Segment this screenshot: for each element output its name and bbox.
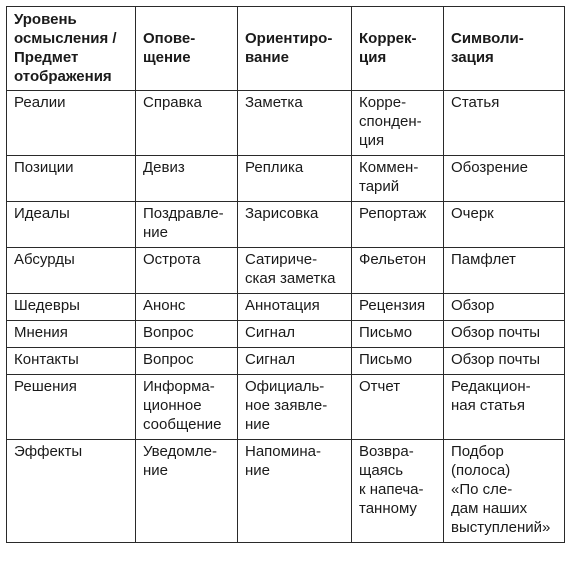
- table-cell: Обзор почты: [444, 348, 565, 375]
- table-cell: Обзор: [444, 294, 565, 321]
- table-cell: Письмо: [352, 321, 444, 348]
- row-label-cell: Контакты: [7, 348, 136, 375]
- table-cell: Обозрение: [444, 156, 565, 202]
- table-row: [7, 91, 565, 156]
- table-cell: Уведомле- ние: [136, 440, 238, 543]
- row-label-cell: Позиции: [7, 156, 136, 202]
- table-cell: Письмо: [352, 348, 444, 375]
- table-cell: Подбор (полоса) «По сле- дам наших выступлений»: [444, 440, 565, 543]
- table-cell: Анонс: [136, 294, 238, 321]
- table-cell: Сигнал: [238, 348, 352, 375]
- table-cell: Поздравле- ние: [136, 202, 238, 248]
- table-cell: Реплика: [238, 156, 352, 202]
- table-cell: Информа- ционное сообщение: [136, 375, 238, 440]
- table-cell: Вопрос: [136, 348, 238, 375]
- header-cell-level: Уровень осмысления / Предмет отображения: [7, 7, 136, 91]
- table-row: [7, 156, 565, 202]
- table-cell: Заметка: [238, 91, 352, 156]
- row-label-cell: Абсурды: [7, 248, 136, 294]
- genres-table: [6, 6, 565, 543]
- table-cell: Официаль- ное заявле- ние: [238, 375, 352, 440]
- header-cell-symbolization: Символи- зация: [444, 7, 565, 91]
- row-label-cell: Реалии: [7, 91, 136, 156]
- table-row: [7, 321, 565, 348]
- table-cell: Обзор почты: [444, 321, 565, 348]
- table-body: [7, 91, 565, 543]
- header-cell-orientation: Ориентиро- вание: [238, 7, 352, 91]
- table-row: [7, 375, 565, 440]
- table-cell: Статья: [444, 91, 565, 156]
- table-row: [7, 440, 565, 543]
- table-cell: Очерк: [444, 202, 565, 248]
- row-label-cell: Шедевры: [7, 294, 136, 321]
- table-cell: Острота: [136, 248, 238, 294]
- table-cell: Фельетон: [352, 248, 444, 294]
- table-cell: Коммен- тарий: [352, 156, 444, 202]
- table-cell: Памфлет: [444, 248, 565, 294]
- table-cell: Рецензия: [352, 294, 444, 321]
- row-label-cell: Мнения: [7, 321, 136, 348]
- table-cell: Редакцион- ная статья: [444, 375, 565, 440]
- table-row: [7, 248, 565, 294]
- row-label-cell: Решения: [7, 375, 136, 440]
- table-row: [7, 202, 565, 248]
- header-cell-notification: Опове- щение: [136, 7, 238, 91]
- table-row: [7, 348, 565, 375]
- table-cell: Репортаж: [352, 202, 444, 248]
- table-cell: Справка: [136, 91, 238, 156]
- table-cell: Аннотация: [238, 294, 352, 321]
- row-label-cell: Идеалы: [7, 202, 136, 248]
- table-cell: Сигнал: [238, 321, 352, 348]
- table-cell: Возвра- щаясь к напеча- танному: [352, 440, 444, 543]
- table-cell: Зарисовка: [238, 202, 352, 248]
- table-cell: Корре- спонден- ция: [352, 91, 444, 156]
- table-cell: Напомина- ние: [238, 440, 352, 543]
- header-cell-correction: Коррек- ция: [352, 7, 444, 91]
- table-cell: Сатириче- ская заметка: [238, 248, 352, 294]
- table-cell: Девиз: [136, 156, 238, 202]
- header-row: [7, 7, 565, 91]
- table-header: [7, 7, 565, 91]
- row-label-cell: Эффекты: [7, 440, 136, 543]
- table-cell: Отчет: [352, 375, 444, 440]
- table-row: [7, 294, 565, 321]
- table-wrapper: [6, 6, 565, 543]
- table-cell: Вопрос: [136, 321, 238, 348]
